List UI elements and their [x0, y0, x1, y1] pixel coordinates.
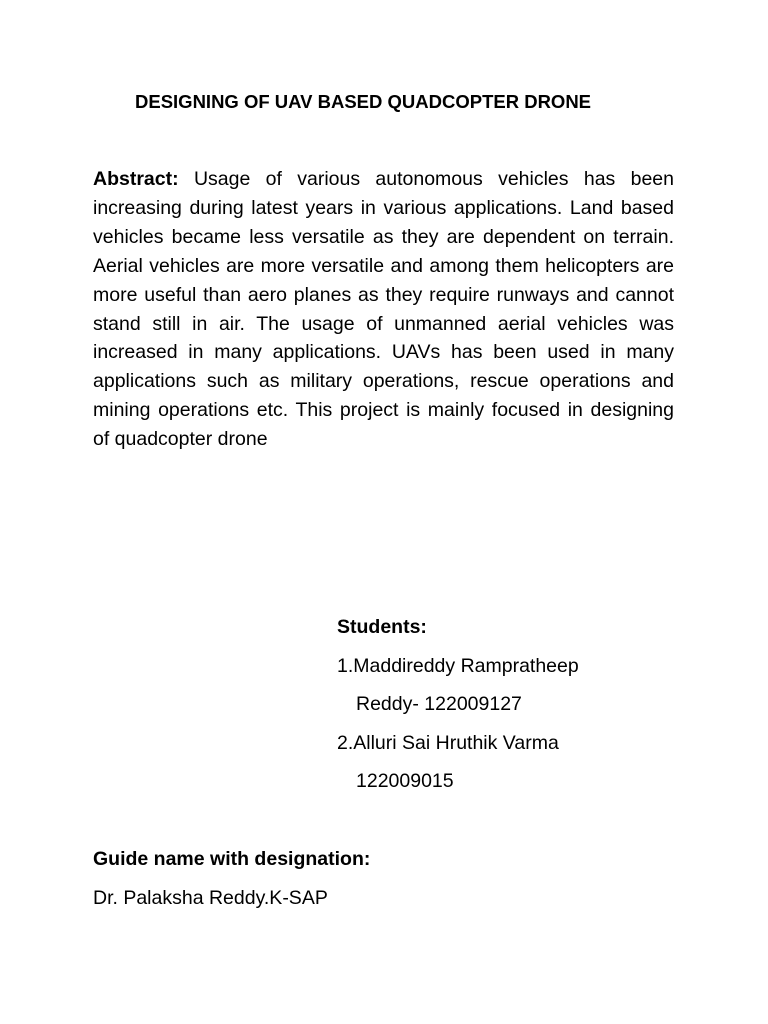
- abstract-label: Abstract:: [93, 168, 179, 190]
- abstract-paragraph: [93, 165, 674, 454]
- guide-heading: Guide name with designation:: [93, 848, 371, 870]
- student-2-name: 2.Alluri Sai Hruthik Varma: [337, 731, 559, 754]
- student-1-id: Reddy- 122009127: [356, 693, 522, 715]
- guide-name: Dr. Palaksha Reddy.K-SAP: [93, 886, 328, 909]
- guide-section: [93, 840, 593, 917]
- student-2-id: 122009015: [356, 770, 454, 792]
- document-title: DESIGNING OF UAV BASED QUADCOPTER DRONE: [135, 91, 592, 112]
- student-1-name: 1.Maddireddy Rampratheep: [337, 654, 579, 677]
- students-heading: Students:: [337, 616, 427, 638]
- students-section: [337, 608, 667, 801]
- abstract-text: Usage of various autonomous vehicles has been increasing during latest years in various applications. Land based vehicles became less versatile as they are dependent on terrain. Aerial vehicles are more versatile and among them helicopters are more useful than aero planes as they require runways and cannot stand still in air. The usage of unmanned aerial vehicles was increased in many applications. UAVs has been used in many applications such as military operations, rescue operations and mining operations etc. This project is mainly focused in designing of quadcopter drone: [93, 168, 674, 451]
